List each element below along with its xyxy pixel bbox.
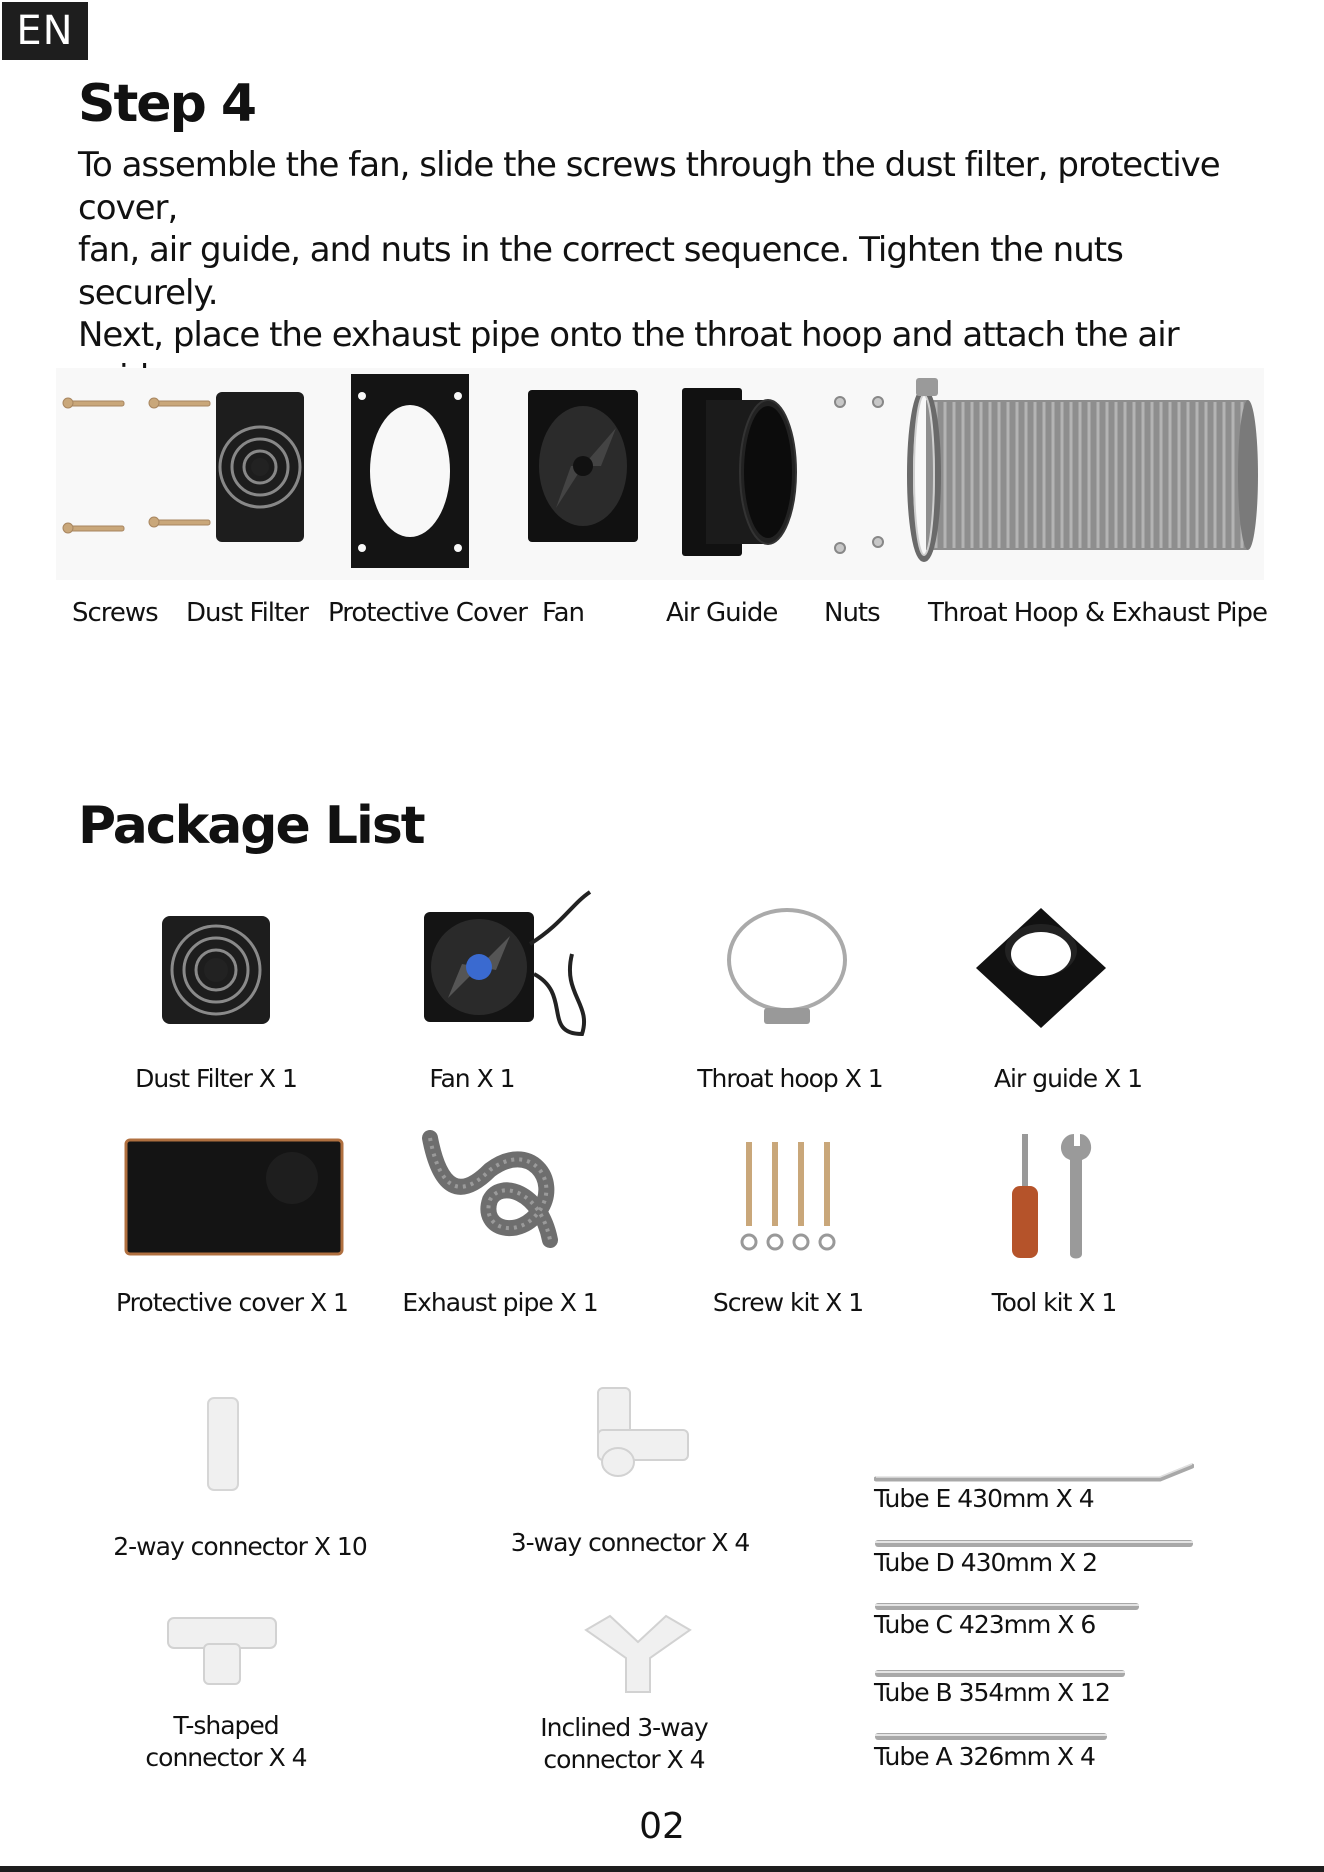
throat-hoop-icon (722, 900, 852, 1030)
exhaust-pipe-icon (420, 1130, 574, 1256)
package-item-t-shaped-connector (114, 1710, 338, 1774)
package-item-three-way-connector: 3-way connector X 4 (510, 1528, 750, 1557)
assembly-diagram (56, 368, 1264, 580)
package-item-tube-a: Tube A 326mm X 4 (874, 1742, 1095, 1771)
screw-kit-icon (736, 1136, 840, 1254)
part-label-dust-filter: Dust Filter (186, 598, 308, 628)
part-label-screws: Screws (72, 598, 158, 628)
caption-line: T-shaped (173, 1711, 279, 1740)
package-item-air-guide: Air guide X 1 (993, 1064, 1143, 1093)
package-item-tube-b: Tube B 354mm X 12 (874, 1678, 1110, 1707)
air-guide-image (682, 388, 796, 556)
inclined-three-way-connector-icon (580, 1612, 696, 1696)
bottom-rule (0, 1866, 1324, 1872)
package-list-title: Package List (78, 796, 424, 856)
protective-cover-image (351, 374, 469, 568)
caption-line: connector X 4 (145, 1743, 307, 1772)
package-item-tube-e: Tube E 430mm X 4 (874, 1484, 1094, 1513)
instruction-line: To assemble the fan, slide the screws through the dust filter, protective cover, (78, 145, 1220, 228)
nuts-image (835, 397, 883, 553)
fan-image (528, 390, 638, 542)
caption-line: Inclined 3-way (540, 1713, 708, 1742)
instruction-line: Next, place the exhaust pipe onto the throat hoop and attach the air (78, 315, 1179, 355)
part-label-throat-hoop-exhaust-pipe: Throat Hoop & Exhaust Pipe (928, 598, 1267, 628)
protective-cover-icon (124, 1138, 344, 1256)
two-way-connector-icon (206, 1396, 240, 1492)
package-item-inclined-connector (512, 1712, 736, 1776)
language-badge: EN (2, 2, 88, 60)
part-label-air-guide: Air Guide (666, 598, 778, 628)
part-label-fan: Fan (542, 598, 584, 628)
package-item-tube-d: Tube D 430mm X 2 (874, 1548, 1098, 1577)
three-way-connector-icon (592, 1384, 692, 1482)
package-item-tool-kit: Tool kit X 1 (991, 1288, 1117, 1317)
package-item-two-way-connector: 2-way connector X 10 (113, 1532, 367, 1561)
dust-filter-icon (160, 914, 272, 1026)
fan-icon (422, 884, 602, 1054)
page-number: 02 (639, 1806, 685, 1847)
dust-filter-image (216, 392, 304, 542)
package-item-protective-cover: Protective cover X 1 (116, 1288, 348, 1317)
caption-line: connector X 4 (543, 1745, 705, 1774)
package-item-dust-filter: Dust Filter X 1 (135, 1064, 297, 1093)
package-item-throat-hoop: Throat hoop X 1 (697, 1064, 883, 1093)
part-label-protective-cover: Protective Cover (328, 598, 527, 628)
tube-e-icon (874, 1462, 1194, 1484)
step-title: Step 4 (78, 74, 256, 134)
screws-image (63, 398, 210, 533)
tool-kit-icon (1004, 1130, 1100, 1264)
package-item-tube-c: Tube C 423mm X 6 (874, 1610, 1096, 1639)
part-label-nuts: Nuts (824, 598, 880, 628)
package-item-screw-kit: Screw kit X 1 (712, 1288, 864, 1317)
throat-hoop-exhaust-pipe-image (910, 378, 1258, 559)
package-item-fan: Fan X 1 (429, 1064, 515, 1093)
package-item-exhaust-pipe: Exhaust pipe X 1 (402, 1288, 598, 1317)
instruction-line: fan, air guide, and nuts in the correct sequence. Tighten the nuts securely. (78, 230, 1123, 313)
air-guide-icon (974, 906, 1108, 1030)
t-shaped-connector-icon (164, 1614, 280, 1688)
